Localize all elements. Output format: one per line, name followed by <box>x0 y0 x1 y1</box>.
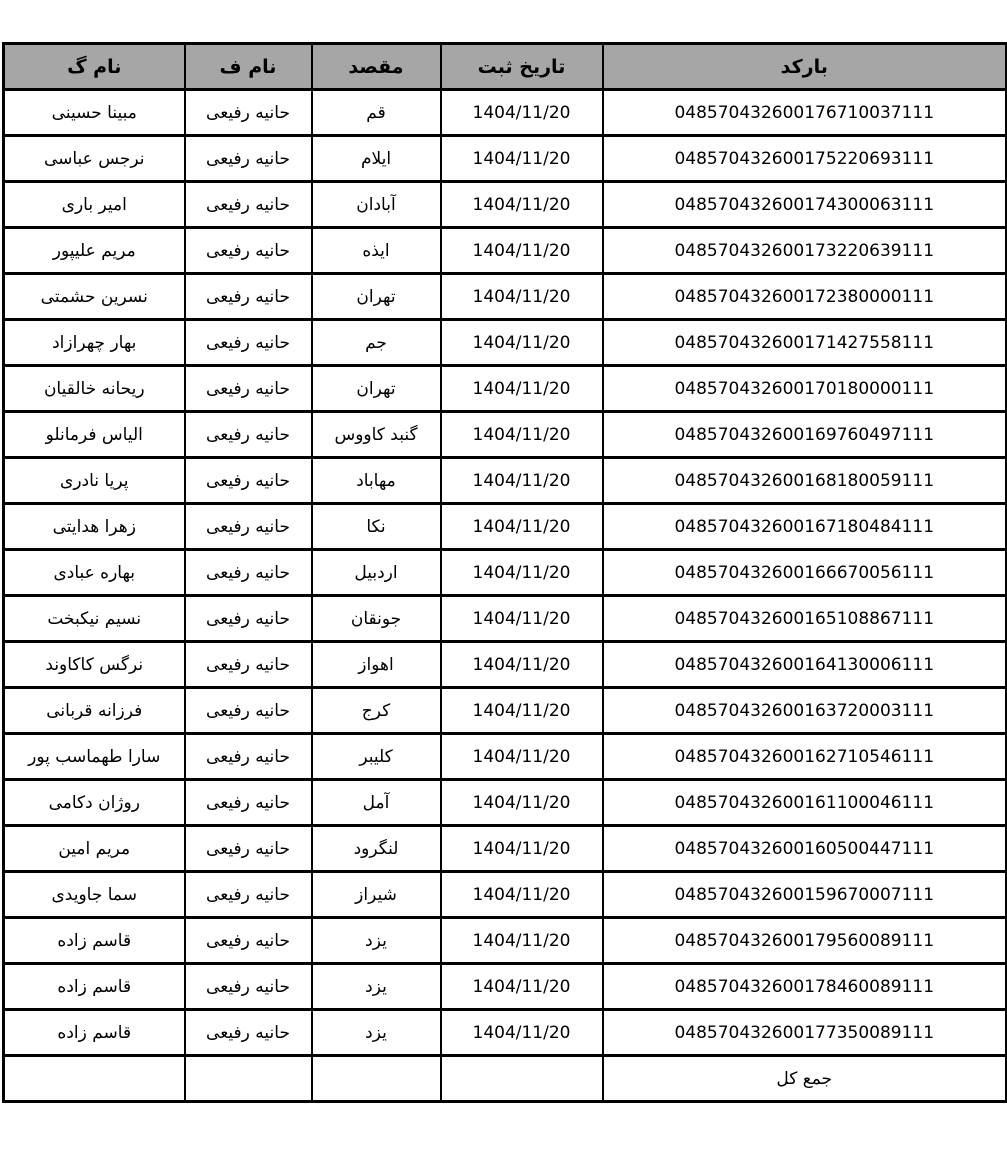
last-name-cell: سارا طهماسب پور <box>4 734 185 780</box>
date-cell-value: 1404/11/20 <box>472 148 571 169</box>
date-cell <box>441 412 603 458</box>
table-row <box>4 964 1007 1010</box>
barcode-cell <box>603 964 1007 1010</box>
destination-cell: قم <box>312 90 441 136</box>
date-cell-value: 1404/11/20 <box>472 838 571 859</box>
last-name-cell: نرگس کاکاوند <box>4 642 185 688</box>
destination-cell: تهران <box>312 274 441 320</box>
barcode-cell-value: 048570432600178460089111 <box>674 976 935 997</box>
last-name-cell: امیر باری <box>4 182 185 228</box>
date-cell <box>441 274 603 320</box>
barcode-cell-value: 048570432600169760497111 <box>674 424 935 445</box>
last-name-cell: زهرا هدایتی <box>4 504 185 550</box>
date-cell-value: 1404/11/20 <box>472 562 571 583</box>
barcode-cell <box>603 872 1007 918</box>
destination-cell: یزد <box>312 964 441 1010</box>
last-name-cell: مریم علیپور <box>4 228 185 274</box>
destination-cell: جم <box>312 320 441 366</box>
date-cell-value: 1404/11/20 <box>472 378 571 399</box>
table-row <box>4 90 1007 136</box>
barcode-cell <box>603 182 1007 228</box>
date-cell <box>441 182 603 228</box>
date-cell <box>441 458 603 504</box>
date-cell-value: 1404/11/20 <box>472 424 571 445</box>
first-name-cell: حانیه رفیعی <box>185 964 312 1010</box>
table-row <box>4 918 1007 964</box>
barcode-cell <box>603 228 1007 274</box>
destination-cell: ایذه <box>312 228 441 274</box>
last-name-cell: قاسم زاده <box>4 1010 185 1056</box>
destination-cell: ایلام <box>312 136 441 182</box>
destination-cell: آبادان <box>312 182 441 228</box>
date-cell-value: 1404/11/20 <box>472 240 571 261</box>
barcode-cell-value: 048570432600171427558111 <box>674 332 935 353</box>
last-name-cell: نسیم نیکبخت <box>4 596 185 642</box>
date-cell-value: 1404/11/20 <box>472 884 571 905</box>
date-cell <box>441 964 603 1010</box>
barcode-cell-value: 048570432600173220639111 <box>674 240 935 261</box>
destination-cell: لنگرود <box>312 826 441 872</box>
barcode-cell-value: 048570432600175220693111 <box>674 148 935 169</box>
destination-cell: جونقان <box>312 596 441 642</box>
date-cell-value: 1404/11/20 <box>472 102 571 123</box>
empty-cell <box>312 1056 441 1102</box>
barcode-cell <box>603 504 1007 550</box>
date-cell-value: 1404/11/20 <box>472 930 571 951</box>
first-name-cell: حانیه رفیعی <box>185 642 312 688</box>
last-name-cell: قاسم زاده <box>4 964 185 1010</box>
date-cell-value: 1404/11/20 <box>472 608 571 629</box>
first-name-cell: حانیه رفیعی <box>185 596 312 642</box>
barcode-cell <box>603 274 1007 320</box>
date-cell-value: 1404/11/20 <box>472 654 571 675</box>
barcode-cell-value: 048570432600161100046111 <box>674 792 935 813</box>
date-cell <box>441 826 603 872</box>
barcode-cell <box>603 688 1007 734</box>
table-row <box>4 320 1007 366</box>
barcode-cell <box>603 918 1007 964</box>
empty-cell <box>185 1056 312 1102</box>
barcode-cell-value: 048570432600163720003111 <box>674 700 935 721</box>
date-cell <box>441 504 603 550</box>
barcode-cell <box>603 550 1007 596</box>
column-header-date: تاریخ ثبت <box>441 44 603 90</box>
barcode-cell-value: 048570432600177350089111 <box>674 1022 935 1043</box>
first-name-cell: حانیه رفیعی <box>185 780 312 826</box>
barcode-cell <box>603 1010 1007 1056</box>
table-row <box>4 504 1007 550</box>
date-cell <box>441 596 603 642</box>
first-name-cell: حانیه رفیعی <box>185 136 312 182</box>
first-name-cell: حانیه رفیعی <box>185 320 312 366</box>
destination-cell: تهران <box>312 366 441 412</box>
destination-cell: اردبیل <box>312 550 441 596</box>
destination-cell: آمل <box>312 780 441 826</box>
table-row <box>4 872 1007 918</box>
destination-cell: گنبد کاووس <box>312 412 441 458</box>
destination-cell: شیراز <box>312 872 441 918</box>
table-row <box>4 412 1007 458</box>
barcode-cell-value: 048570432600179560089111 <box>674 930 935 951</box>
first-name-cell: حانیه رفیعی <box>185 1010 312 1056</box>
barcode-cell-value: 048570432600172380000111 <box>674 286 935 307</box>
header-row <box>4 44 1007 90</box>
destination-cell: یزد <box>312 918 441 964</box>
last-name-cell: پریا نادری <box>4 458 185 504</box>
date-cell <box>441 642 603 688</box>
first-name-cell: حانیه رفیعی <box>185 90 312 136</box>
last-name-cell: نرجس عباسی <box>4 136 185 182</box>
table-row <box>4 228 1007 274</box>
date-cell-value: 1404/11/20 <box>472 332 571 353</box>
barcode-cell-value: 048570432600174300063111 <box>674 194 935 215</box>
first-name-cell: حانیه رفیعی <box>185 412 312 458</box>
barcode-cell-value: 048570432600166670056111 <box>674 562 935 583</box>
last-name-cell: نسرین حشمتی <box>4 274 185 320</box>
date-cell-value: 1404/11/20 <box>472 976 571 997</box>
table-row <box>4 366 1007 412</box>
date-cell <box>441 90 603 136</box>
shipments-table <box>2 42 1007 1103</box>
date-cell <box>441 918 603 964</box>
table-row <box>4 596 1007 642</box>
date-cell <box>441 688 603 734</box>
table-row <box>4 780 1007 826</box>
empty-cell <box>4 1056 185 1102</box>
date-cell <box>441 228 603 274</box>
first-name-cell: حانیه رفیعی <box>185 458 312 504</box>
date-cell <box>441 366 603 412</box>
total-row <box>4 1056 1007 1102</box>
barcode-cell <box>603 780 1007 826</box>
last-name-cell: فرزانه قربانی <box>4 688 185 734</box>
table-row <box>4 550 1007 596</box>
total-label-cell: جمع کل <box>603 1056 1007 1102</box>
destination-cell: مهاباد <box>312 458 441 504</box>
destination-cell: اهواز <box>312 642 441 688</box>
barcode-cell-value: 048570432600170180000111 <box>674 378 935 399</box>
date-cell <box>441 550 603 596</box>
first-name-cell: حانیه رفیعی <box>185 274 312 320</box>
destination-cell: نکا <box>312 504 441 550</box>
first-name-cell: حانیه رفیعی <box>185 826 312 872</box>
first-name-cell: حانیه رفیعی <box>185 366 312 412</box>
table-row <box>4 1010 1007 1056</box>
date-cell <box>441 320 603 366</box>
barcode-cell-value: 048570432600162710546111 <box>674 746 935 767</box>
date-cell-value: 1404/11/20 <box>472 516 571 537</box>
date-cell-value: 1404/11/20 <box>472 470 571 491</box>
barcode-cell <box>603 642 1007 688</box>
barcode-cell-value: 048570432600160500447111 <box>674 838 935 859</box>
barcode-cell-value: 048570432600168180059111 <box>674 470 935 491</box>
barcode-cell <box>603 734 1007 780</box>
date-cell-value: 1404/11/20 <box>472 700 571 721</box>
table-row <box>4 734 1007 780</box>
barcode-cell-value: 048570432600164130006111 <box>674 654 935 675</box>
first-name-cell: حانیه رفیعی <box>185 504 312 550</box>
last-name-cell: الیاس فرمانلو <box>4 412 185 458</box>
last-name-cell: مبینا حسینی <box>4 90 185 136</box>
barcode-cell <box>603 320 1007 366</box>
last-name-cell: ریحانه خالقیان <box>4 366 185 412</box>
barcode-cell-value: 048570432600159670007111 <box>674 884 935 905</box>
table-row <box>4 826 1007 872</box>
date-cell <box>441 136 603 182</box>
date-cell <box>441 1010 603 1056</box>
barcode-cell <box>603 826 1007 872</box>
date-cell <box>441 780 603 826</box>
table-row <box>4 458 1007 504</box>
barcode-cell <box>603 596 1007 642</box>
date-cell-value: 1404/11/20 <box>472 286 571 307</box>
date-cell-value: 1404/11/20 <box>472 1022 571 1043</box>
first-name-cell: حانیه رفیعی <box>185 228 312 274</box>
last-name-cell: سما جاویدی <box>4 872 185 918</box>
last-name-cell: روژان دکامی <box>4 780 185 826</box>
first-name-cell: حانیه رفیعی <box>185 688 312 734</box>
first-name-cell: حانیه رفیعی <box>185 734 312 780</box>
barcode-cell <box>603 136 1007 182</box>
first-name-cell: حانیه رفیعی <box>185 182 312 228</box>
barcode-cell <box>603 366 1007 412</box>
column-header-first-name: نام ف <box>185 44 312 90</box>
barcode-cell <box>603 90 1007 136</box>
date-cell-value: 1404/11/20 <box>472 194 571 215</box>
last-name-cell: قاسم زاده <box>4 918 185 964</box>
barcode-cell-value: 048570432600176710037111 <box>674 102 935 123</box>
date-cell-value: 1404/11/20 <box>472 792 571 813</box>
destination-cell: کرج <box>312 688 441 734</box>
date-cell-value: 1404/11/20 <box>472 746 571 767</box>
last-name-cell: بهار چهرازاد <box>4 320 185 366</box>
empty-cell <box>441 1056 603 1102</box>
destination-cell: کلیبر <box>312 734 441 780</box>
table-row <box>4 182 1007 228</box>
last-name-cell: بهاره عبادی <box>4 550 185 596</box>
destination-cell: یزد <box>312 1010 441 1056</box>
first-name-cell: حانیه رفیعی <box>185 872 312 918</box>
table-row <box>4 642 1007 688</box>
date-cell <box>441 734 603 780</box>
column-header-destination: مقصد <box>312 44 441 90</box>
table-row <box>4 274 1007 320</box>
last-name-cell: مریم امین <box>4 826 185 872</box>
barcode-cell <box>603 458 1007 504</box>
column-header-barcode: بارکد <box>603 44 1007 90</box>
column-header-last-name: نام گ <box>4 44 185 90</box>
first-name-cell: حانیه رفیعی <box>185 918 312 964</box>
table-row <box>4 688 1007 734</box>
first-name-cell: حانیه رفیعی <box>185 550 312 596</box>
barcode-cell-value: 048570432600167180484111 <box>674 516 935 537</box>
date-cell <box>441 872 603 918</box>
barcode-cell <box>603 412 1007 458</box>
table-row <box>4 136 1007 182</box>
barcode-cell-value: 048570432600165108867111 <box>674 608 935 629</box>
